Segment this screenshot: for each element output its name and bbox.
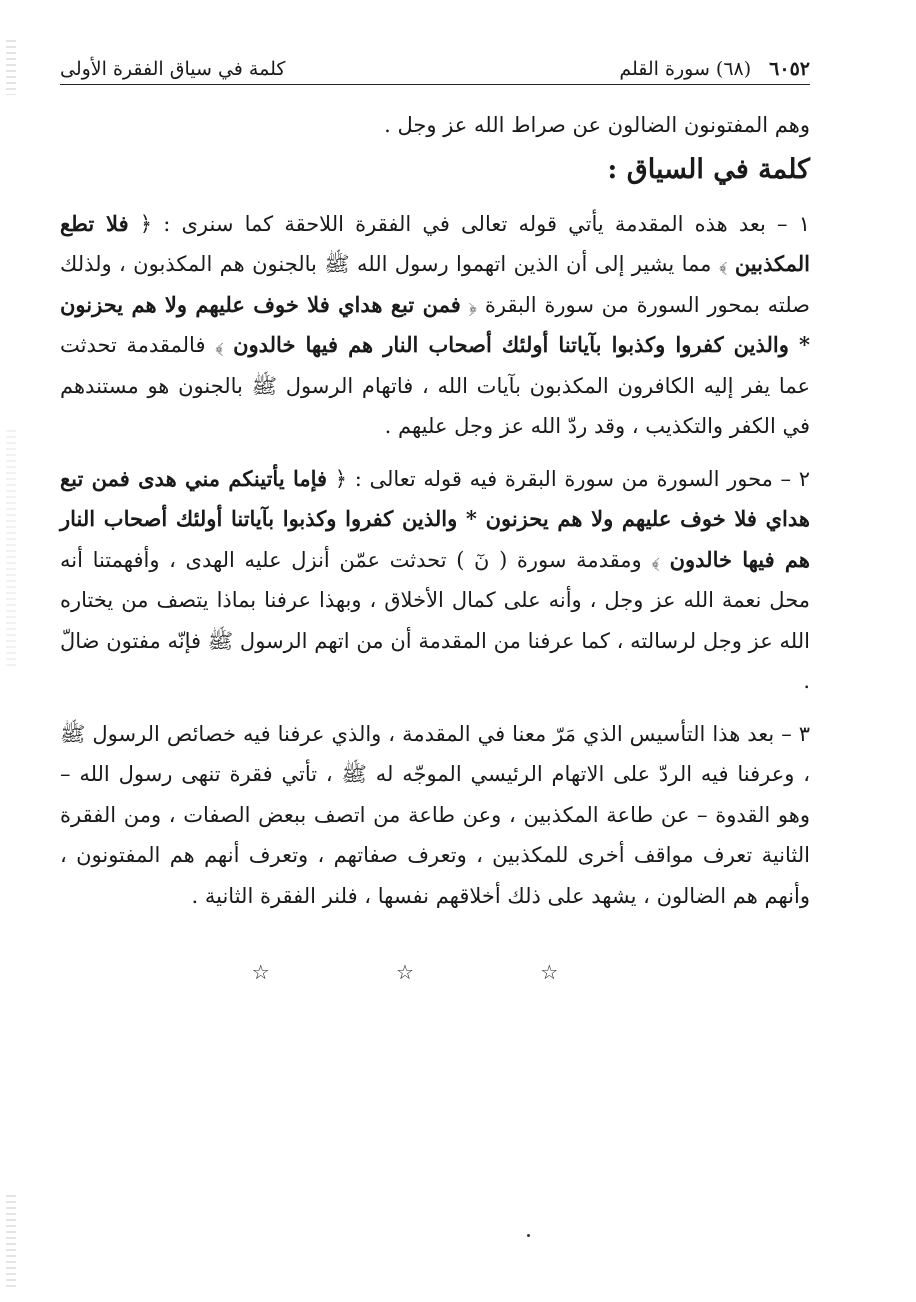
paragraph-1-text-c: ﴾ فالمقدمة تحدثت عما يفر إليه الكافرون المكذبون بآيات الله ، فاتهام الرسول ﷺ بالجنون هو مستندهم في الكفر والتكذيب ، وقد ردّ الله عز وجل عليهم . — [60, 333, 810, 438]
scan-artifact-top — [6, 40, 16, 95]
intro-line: وهم المفتونون الضالون عن صراط الله عز وجل . — [384, 113, 810, 137]
header-right-group — [619, 58, 810, 80]
paragraph-3-text: ٣ – بعد هذا التأسيس الذي مَرّ معنا في المقدمة ، والذي عرفنا فيه خصائص الرسول ﷺ ، وعرفنا فيه الردّ على الاتهام الرئيسي الموجّه له ﷺ ، تأتي فقرة تنهى رسول الله – وهو القدوة – عن طاعة المكذبين ، وعن طاعة من اتصف ببعض الصفات ، ومن الفقرة الثانية تعرف مواقف أخرى للمكذبين ، وتعرف صفاتهم ، وتعرف أنهم هم المفتونون ، وأنهم هم الضالون ، يشهد على ذلك أخلاقهم نفسها ، فلنر الفقرة الثانية . — [60, 721, 810, 908]
paragraph-3 — [60, 714, 810, 917]
paragraph-2-verse: فإما يأتينكم مني هدى فمن تبع هداي فلا خوف عليهم ولا هم يحزنون * والذين كفروا وكذبوا بآياتنا أولئك أصحاب النار هم فيها خالدون — [60, 465, 810, 572]
running-header — [60, 58, 810, 85]
star-icon: ☆ — [396, 960, 474, 984]
scan-dot — [527, 1234, 530, 1237]
scan-artifact-bottom — [6, 1195, 16, 1290]
star-icon: ☆ — [251, 960, 330, 984]
paragraph-2 — [60, 459, 810, 702]
book-page — [60, 58, 810, 984]
scan-artifact-middle — [6, 430, 16, 670]
page-number: ٦٠٥٢ — [769, 58, 810, 80]
paragraph-1-text-b: ﴾ مما يشير إلى أن الذين اتهموا رسول الله ﷺ بالجنون هم المكذبون ، ولذلك صلته بمحور السورة من سورة البقرة ﴿ — [60, 252, 810, 317]
paragraph-1-text-a: ١ – بعد هذه المقدمة يأتي قوله تعالى في الفقرة اللاحقة كما سنرى : ﴿ — [139, 211, 810, 236]
star-icon: ☆ — [540, 960, 619, 984]
paragraph-1 — [60, 204, 810, 447]
section-heading: كلمة في السياق : — [607, 153, 810, 185]
section-divider — [60, 960, 810, 984]
section-running-title: كلمة في سياق الفقرة الأولى — [60, 58, 286, 80]
paragraph-1-verse-b: فمن تبع هداي فلا خوف عليهم ولا هم يحزنون * والذين كفروا وكذبوا بآياتنا أولئك أصحاب النار هم فيها خالدون — [60, 291, 810, 357]
paragraph-2-text-a: ٢ – محور السورة من سورة البقرة فيه قوله تعالى : ﴿ — [334, 466, 810, 491]
paragraph-2-text-b: ﴾ ومقدمة سورة ( نٓ ) تحدثت عمّن أنزل عليه الهدى ، وأفهمتنا أنه محل نعمة الله عز وجل ، وأنه على كمال الأخلاق ، وبهذا عرفنا بماذا يتصف من يختاره الله عز وجل لرسالته ، كما عرفنا من المقدمة أن من اتهم الرسول ﷺ فإنّه مفتون ضالّ . — [60, 547, 810, 693]
paragraph-1-verse-a: فلا تطع المكذبين — [60, 210, 810, 276]
surah-label: (٦٨) سورة القلم — [619, 58, 752, 80]
